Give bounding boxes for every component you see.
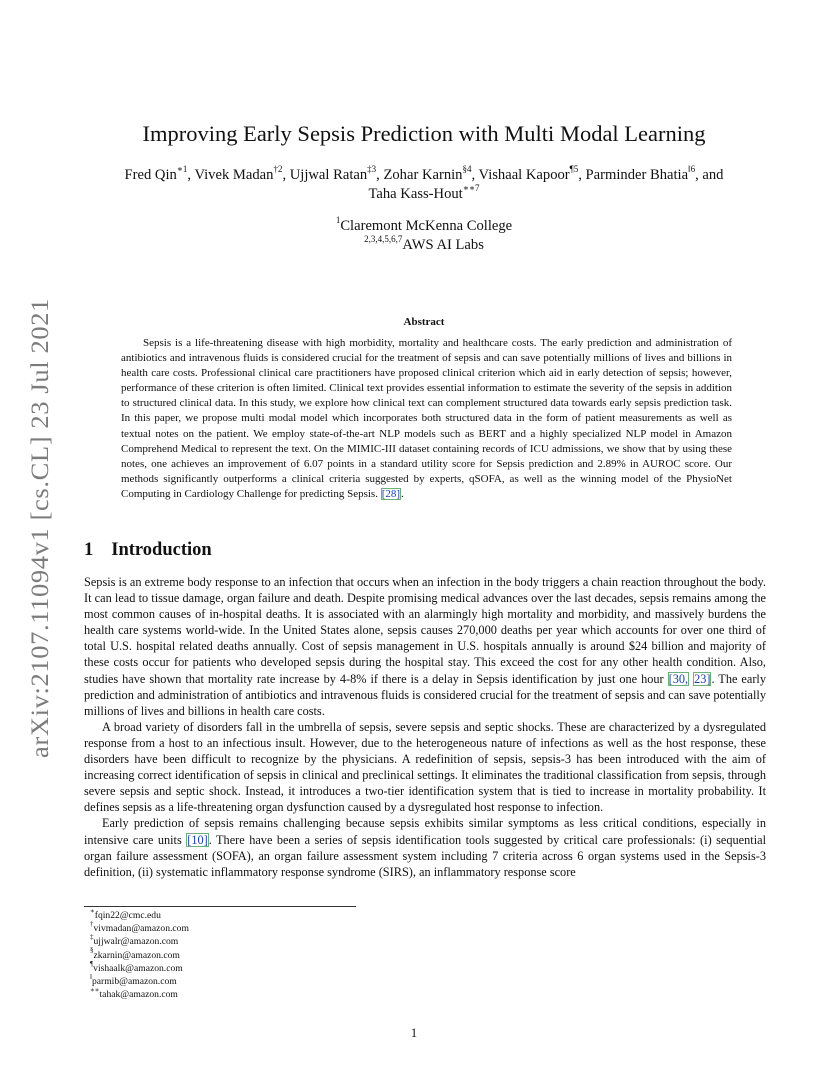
citation-link[interactable]: 23]	[694, 671, 711, 686]
author-name: Fred Qin	[124, 167, 177, 183]
paragraph-text: . There have been a series of sepsis identification tools suggested by critical care professionals: (i) sequential organ failure assessment (SOFA), an organ failure assessment system including 7 criteria across 6 organ systems used in the Sepsis-3 definition, (ii) systematic inflammatory response syndrome (SIRS), an inflammatory response score	[84, 832, 766, 879]
footnote-mark: ∗	[90, 906, 95, 915]
footnote-email: ujjwalr@amazon.com	[93, 936, 179, 948]
abstract-text: Sepsis is a life-threatening disease with high morbidity, mortality and healthcare costs. The early prediction and administration of antibiotics and intravenous fluids is considered crucial for the treatment of sepsis and can save potentially millions of lives and billions in health care costs. Professional clinical care practitioners have proposed clinical criterion which aid in early detection of sepsis; however, performance of these criterion is often limited. Clinical text provides essential information to estimate the severity of the sepsis in addition to structured clinical data. In this study, we explore how clinical text can complement structured data towards early sepsis prediction task. In this paper, we propose multi modal model which incorporates both structured data in the form of patient measurements as well as textual notes on the patient. We employ state-of-the-art NLP models such as BERT and a highly specialized NLP model in Amazon Comprehend Medical to represent the text. On the MIMIC-III dataset containing records of ICU admissions, we show that by using these notes, one achieves an improvement of 6.07 points in a standard utility score for Sepsis prediction and 2.89% in AUROC score. Our methods significantly outperforms a clinical criteria suggested by experts, qSOFA, as well as the winning model of the PhysioNet Computing in Cardiology Challenge for predicting Sepsis.	[121, 337, 732, 500]
affiliation-line	[84, 236, 764, 255]
footnote	[90, 946, 189, 962]
author-mark: ‡3	[367, 164, 377, 175]
footnote-mark: ¶	[90, 959, 94, 968]
footnote-email: vishaalk@amazon.com	[93, 962, 183, 974]
footnote-mark: ∗∗	[90, 986, 100, 995]
author-sep: ,	[376, 167, 384, 183]
footnote	[90, 959, 189, 975]
author-mark: ‖6	[688, 164, 696, 175]
footnote-mark: ‖	[90, 972, 92, 981]
author-sep: ,	[187, 167, 195, 183]
paper-title: Improving Early Sepsis Prediction with Multi Modal Learning	[142, 121, 706, 146]
affiliations	[84, 217, 764, 255]
paragraph-text: Sepsis is an extreme body response to an infection that occurs when an infection in the body triggers a chain reaction throughout the body. It can lead to tissue damage, organ failure and death. Despite promising medical advances over the last decades, sepsis remains among the most common causes of in-hospital deaths. It is associated with an alarmingly high mortality and morbidity, and massively burdens the health care systems world-wide. In the United States alone, sepsis causes 270,000 deaths per year which accounts for over one third of total U.S. hospital related deaths annually. Cost of sepsis management in U.S. hospitals annually is around $24 billion and majority of these costs occur for patients who developed sepsis during the hospital stay. This exceed the cost for any other health condition. Also, studies have shown that mortality rate increase by 4-8% if there is a delay in Sepsis identification by just one hour	[84, 575, 766, 686]
footnote-email: tahak@amazon.com	[99, 989, 178, 1001]
affiliation-mark: 2,3,4,5,6,7	[364, 234, 403, 245]
footnote	[90, 906, 189, 922]
paragraph-text: Early prediction of sepsis remains challenging because sepsis exhibits similar symptoms as less critical conditions, especially in intensive care units	[84, 816, 766, 847]
paragraph	[84, 574, 766, 719]
footnote-email: fqin22@cmc.edu	[94, 910, 161, 921]
footnote-mark: ‡	[90, 933, 94, 942]
footnote-mark: †	[90, 920, 94, 929]
paragraph: A broad variety of disorders fall in the umbrella of sepsis, severe sepsis and septic shocks. These are characterized by a dysregulated response from a host to an infectious insult. However, due to the heterogeneous nature of infections as well as the host response, these disorders have been difficult to recognize by the physicians. A redefinition of sepsis, sepsis-3 has been introduced with the aim of increasing correct identification of sepsis in clinical and preclinical settings. It eliminates the traditional classification from sepsis, through severe sepsis and septic shock. Instead, it introduces a two-tier identification system that is tied to increase in mortality probability. It defines sepsis as a life-threatening organ dysfunction caused by a dysregulated host response to infection.	[84, 719, 766, 815]
author-mark: ∗1	[176, 164, 188, 175]
author-sep: , and	[695, 167, 724, 183]
footnotes	[90, 906, 189, 1001]
footnote-rule	[84, 906, 356, 907]
section-heading	[84, 540, 212, 561]
paragraph-text: . The early prediction and administration of antibiotics and intravenous fluids is considered crucial for the treatment of sepsis and can save potentially millions of lives and billions in health care costs.	[84, 671, 766, 718]
affiliation-name: Claremont McKenna College	[340, 218, 513, 234]
page-number: 1	[410, 1026, 418, 1040]
author-name: Vivek Madan	[194, 167, 274, 183]
arxiv-stamp-text: arXiv:2107.11094v1 [cs.CL] 23 Jul 2021	[25, 315, 54, 758]
affiliation-mark: 1	[335, 215, 341, 226]
author-name: Parminder Bhatia	[585, 167, 689, 183]
author-mark: †2	[273, 164, 283, 175]
author-sep: ,	[282, 167, 290, 183]
footnote	[90, 922, 189, 935]
section-title: Introduction	[111, 540, 212, 560]
citation-link[interactable]: [10]	[187, 832, 208, 847]
citation-link[interactable]: [30,	[668, 671, 689, 686]
author-mark: ¶5	[569, 164, 579, 175]
affiliation-name: AWS AI Labs	[402, 237, 484, 253]
affiliation-line	[84, 217, 764, 236]
footnote-email: zkarnin@amazon.com	[93, 949, 180, 961]
author-name: Ujjwal Ratan	[289, 167, 368, 183]
footnote	[90, 935, 189, 948]
author-name: Zohar Karnin	[383, 167, 463, 183]
abstract-end: .	[401, 487, 404, 500]
abstract-body	[121, 336, 732, 502]
footnote-email: vivmadan@amazon.com	[93, 923, 189, 935]
author-list	[84, 166, 764, 204]
paragraph	[84, 815, 766, 879]
footnote-email: parmib@amazon.com	[91, 976, 177, 988]
arxiv-side-stamp	[10, 296, 60, 760]
citation-link[interactable]: [28]	[381, 487, 401, 500]
author-name: Taha Kass-Hout	[368, 186, 463, 202]
intro-body	[84, 574, 766, 880]
author-mark: ∗∗7	[462, 183, 480, 194]
author-sep: ,	[471, 167, 479, 183]
section-number: 1	[84, 540, 94, 560]
author-sep: ,	[578, 167, 586, 183]
abstract-heading: Abstract	[403, 316, 445, 328]
footnote-mark: §	[90, 946, 94, 955]
footnote	[90, 972, 189, 988]
author-name: Vishaal Kapoor	[478, 167, 570, 183]
footnote	[90, 988, 189, 1001]
author-mark: §4	[462, 164, 472, 175]
